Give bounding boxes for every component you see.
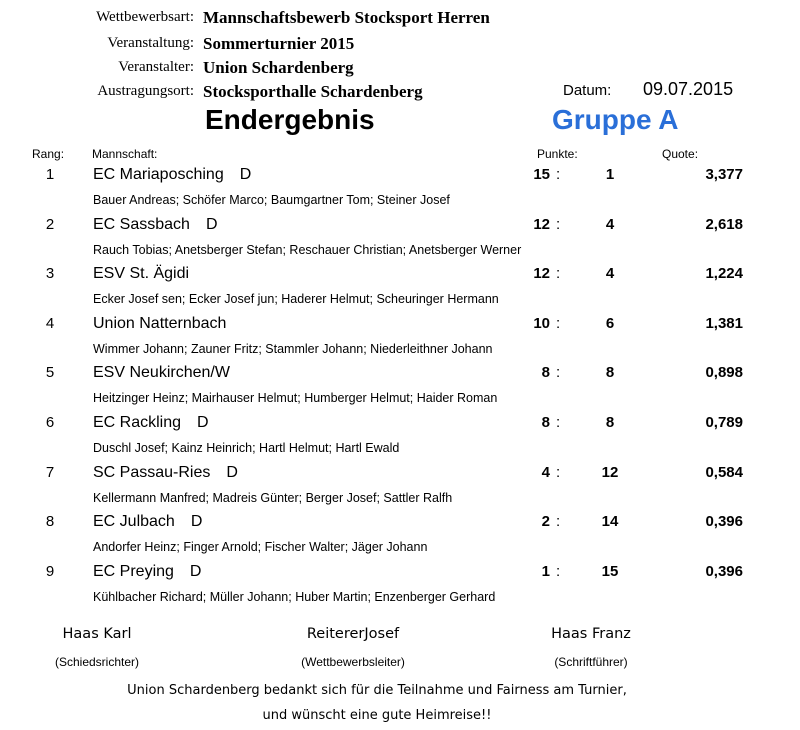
points-lost: 8 bbox=[605, 364, 615, 382]
header-rank: Rang: bbox=[32, 147, 65, 161]
points-separator: : bbox=[556, 463, 561, 481]
players-cell: Bauer Andreas; Schöfer Marco; Baumgartner Tom; Steiner Josef bbox=[93, 193, 450, 207]
points-separator: : bbox=[556, 314, 561, 332]
points-lost: 6 bbox=[605, 314, 615, 332]
team-name: ESV St. Ägidi bbox=[93, 265, 190, 283]
players-cell: Kellermann Manfred; Madreis Günter; Berger Josef; Sattler Ralfh bbox=[93, 490, 453, 505]
group-label: Gruppe A bbox=[552, 104, 679, 135]
footer-farewell: und wünscht eine gute Heimreise!! bbox=[262, 708, 492, 723]
rank-cell: 4 bbox=[45, 314, 55, 332]
header-quote: Quote: bbox=[662, 147, 699, 161]
points-separator: : bbox=[556, 414, 561, 431]
quote-cell: 3,377 bbox=[705, 166, 743, 183]
team-name: SC Passau-Ries bbox=[93, 463, 211, 481]
quote-cell: 2,618 bbox=[705, 215, 743, 233]
team-cell bbox=[93, 563, 201, 581]
points-lost: 12 bbox=[601, 463, 619, 481]
points-won: 10 bbox=[533, 314, 550, 332]
team-name: EC Mariaposching bbox=[93, 166, 224, 183]
points-separator: : bbox=[556, 166, 561, 183]
points-separator: : bbox=[556, 364, 561, 382]
points-lost: 1 bbox=[605, 166, 615, 183]
header-team: Mannschaft: bbox=[92, 147, 158, 161]
quote-cell: 0,584 bbox=[705, 463, 743, 481]
players-cell: Rauch Tobias; Anetsberger Stefan; Reschauer Christian; Anetsberger Werner bbox=[93, 242, 522, 257]
rank-cell: 9 bbox=[45, 562, 55, 580]
points-won: 1 bbox=[541, 562, 550, 580]
rank-cell: 3 bbox=[45, 265, 55, 283]
quote-cell: 0,898 bbox=[705, 364, 743, 382]
team-name: EC Preying bbox=[93, 562, 174, 580]
points-won: 15 bbox=[533, 166, 550, 183]
country-flag: D bbox=[190, 513, 203, 531]
footer-thanks: Union Schardenberg bedankt sich für die Teilnahme und Fairness am Turnier, bbox=[127, 683, 627, 698]
datum-label: Datum: bbox=[563, 82, 612, 99]
team-cell bbox=[93, 216, 218, 234]
rank-cell: 2 bbox=[45, 215, 55, 233]
points-lost: 8 bbox=[605, 414, 615, 431]
country-flag: D bbox=[197, 414, 209, 431]
rank-cell: 1 bbox=[45, 166, 55, 183]
meta-value-austragungsort: Stocksporthalle Schardenberg bbox=[203, 82, 423, 101]
country-flag: D bbox=[226, 463, 238, 481]
players-cell: Ecker Josef sen; Ecker Josef jun; Haderer Helmut; Scheuringer Hermann bbox=[93, 292, 499, 307]
page-title: Endergebnis bbox=[205, 104, 375, 135]
points-lost: 14 bbox=[601, 513, 619, 531]
signature-secretary-name: Haas Franz bbox=[551, 626, 631, 642]
points-lost: 4 bbox=[605, 265, 615, 283]
points-separator: : bbox=[556, 265, 561, 283]
points-separator: : bbox=[556, 215, 561, 233]
meta-label-austragungsort: Austragungsort: bbox=[97, 83, 194, 99]
quote-cell: 0,396 bbox=[705, 562, 743, 580]
team-cell bbox=[93, 265, 205, 283]
quote-cell: 0,789 bbox=[705, 414, 743, 431]
country-flag: D bbox=[189, 562, 202, 580]
datum-value: 09.07.2015 bbox=[643, 79, 734, 99]
team-name: EC Julbach bbox=[93, 513, 175, 531]
points-separator: : bbox=[556, 513, 561, 531]
meta-label-veranstalter: Veranstalter: bbox=[118, 59, 194, 75]
players-cell: Heitzinger Heinz; Mairhauser Helmut; Humberger Helmut; Haider Roman bbox=[93, 391, 498, 406]
signature-director-name: ReitererJosef bbox=[306, 626, 400, 642]
meta-value-wettbewerbsart: Mannschaftsbewerb Stocksport Herren bbox=[203, 8, 490, 27]
team-name: Union Natternbach bbox=[93, 314, 227, 332]
team-cell bbox=[93, 513, 202, 531]
team-cell bbox=[93, 315, 242, 333]
points-separator: : bbox=[556, 562, 561, 580]
quote-cell: 1,224 bbox=[705, 265, 743, 283]
points-won: 12 bbox=[533, 265, 550, 283]
points-won: 2 bbox=[541, 513, 550, 531]
team-cell bbox=[93, 364, 246, 382]
country-flag: D bbox=[239, 166, 252, 183]
country-flag: D bbox=[205, 215, 218, 233]
quote-cell: 0,396 bbox=[705, 513, 743, 531]
players-cell: Kühlbacher Richard; Müller Johann; Huber Martin; Enzenberger Gerhard bbox=[93, 589, 496, 604]
players-cell: Duschl Josef; Kainz Heinrich; Hartl Helmut; Hartl Ewald bbox=[93, 441, 400, 455]
points-won: 4 bbox=[541, 463, 550, 481]
team-name: EC Sassbach bbox=[93, 215, 190, 233]
points-lost: 4 bbox=[605, 215, 615, 233]
quote-cell: 1,381 bbox=[705, 314, 743, 332]
points-won: 12 bbox=[533, 215, 550, 233]
points-lost: 15 bbox=[601, 562, 619, 580]
signature-referee-role: (Schiedsrichter) bbox=[54, 655, 140, 669]
players-cell: Andorfer Heinz; Finger Arnold; Fischer Walter; Jäger Johann bbox=[93, 540, 428, 555]
rank-cell: 7 bbox=[45, 463, 55, 481]
meta-label-wettbewerbsart: Wettbewerbsart: bbox=[96, 9, 194, 25]
team-name: ESV Neukirchen/W bbox=[93, 364, 230, 382]
rank-cell: 8 bbox=[45, 513, 55, 531]
team-cell bbox=[93, 166, 251, 184]
points-won: 8 bbox=[541, 364, 550, 382]
signature-referee-name: Haas Karl bbox=[62, 626, 132, 642]
signature-director-role: (Wettbewerbsleiter) bbox=[301, 655, 405, 669]
rank-cell: 6 bbox=[45, 414, 55, 431]
points-won: 8 bbox=[541, 414, 550, 431]
header-points: Punkte: bbox=[537, 147, 578, 161]
rank-cell: 5 bbox=[45, 364, 55, 382]
team-cell bbox=[93, 414, 209, 432]
meta-label-veranstaltung: Veranstaltung: bbox=[107, 35, 194, 51]
team-cell bbox=[93, 464, 238, 482]
meta-value-veranstaltung: Sommerturnier 2015 bbox=[203, 34, 355, 53]
signature-secretary-role: (Schriftführer) bbox=[554, 655, 628, 669]
meta-value-veranstalter: Union Schardenberg bbox=[203, 58, 354, 77]
players-cell: Wimmer Johann; Zauner Fritz; Stammler Johann; Niederleithner Johann bbox=[93, 341, 493, 356]
team-name: EC Rackling bbox=[93, 414, 182, 431]
